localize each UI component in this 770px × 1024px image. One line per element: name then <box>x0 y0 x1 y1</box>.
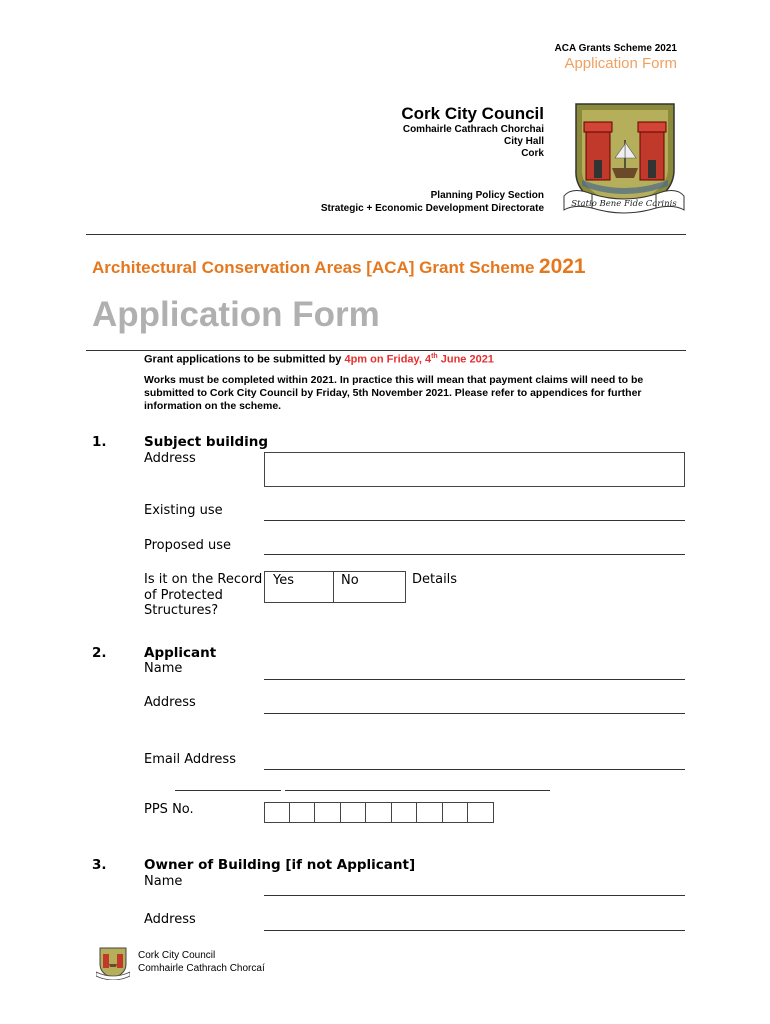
council-name: Cork City Council <box>401 104 544 123</box>
pps-cell[interactable] <box>264 802 290 823</box>
rps-label-line1: Is it on the Record <box>144 572 263 587</box>
rps-label-line3: Structures? <box>144 603 219 618</box>
pps-cell[interactable] <box>290 802 316 823</box>
title-divider <box>86 350 686 351</box>
owner-address-label: Address <box>144 912 196 927</box>
section3-heading: Owner of Building [if not Applicant] <box>144 857 416 873</box>
scheme-title <box>92 255 586 279</box>
applicant-address-label: Address <box>144 695 196 710</box>
owner-name-label: Name <box>144 874 183 889</box>
rps-no-box[interactable] <box>333 571 406 603</box>
deadline-suffix: June 2021 <box>437 353 494 366</box>
cork-crest-logo <box>562 100 686 222</box>
rps-label-line2: of Protected <box>144 587 223 603</box>
council-directorate: Strategic + Economic Development Directorate <box>320 203 544 214</box>
deadline-sup: th <box>431 353 438 360</box>
rps-yes-box[interactable] <box>264 571 334 603</box>
extra-line-1[interactable] <box>175 790 281 791</box>
rps-no-label: No <box>341 573 359 588</box>
pps-cell[interactable] <box>468 802 494 823</box>
section1-address-label: Address <box>144 451 196 466</box>
applicant-address-field[interactable] <box>264 713 685 714</box>
header-divider <box>86 234 686 235</box>
section1-heading: Subject building <box>144 434 269 450</box>
pps-cell[interactable] <box>443 802 469 823</box>
scheme-title-text: Architectural Conservation Areas [ACA] Grant Scheme <box>92 258 535 277</box>
council-section: Planning Policy Section <box>430 190 544 201</box>
pps-cell[interactable] <box>392 802 418 823</box>
owner-address-field[interactable] <box>264 930 685 931</box>
council-address-line2: Cork <box>521 148 544 159</box>
scheme-title-year: 2021 <box>538 255 586 278</box>
applicant-email-label: Email Address <box>144 752 236 767</box>
applicant-name-field[interactable] <box>264 679 685 680</box>
section1-address-field[interactable] <box>264 452 685 487</box>
deadline-text <box>144 353 684 366</box>
works-text <box>144 374 674 413</box>
works-body: In practice this will mean that payment claims will need to be submitted to Cork City Council by Friday, 5th November 2021. Please refer to appendices for further information on the scheme. <box>144 374 644 412</box>
owner-name-field[interactable] <box>264 895 685 896</box>
existing-use-label: Existing use <box>144 503 223 518</box>
pps-label: PPS No. <box>144 802 194 817</box>
proposed-use-field[interactable] <box>264 554 685 555</box>
deadline-prefix: Grant applications to be submitted by <box>144 353 345 366</box>
pps-cell[interactable] <box>315 802 341 823</box>
rps-details-label: Details <box>412 572 458 587</box>
section2-heading: Applicant <box>144 645 217 661</box>
extra-line-2[interactable] <box>285 790 550 791</box>
council-address-line1: City Hall <box>503 136 544 147</box>
footer-crest-logo <box>96 946 130 980</box>
footer-line2: Comhairle Cathrach Chorcaí <box>138 963 265 974</box>
works-bold: Works must be completed within 2021. <box>144 374 337 386</box>
rps-label <box>144 572 262 619</box>
crest-motto: Statio Bene Fide Carinis <box>571 199 677 209</box>
footer-line1: Cork City Council <box>138 950 216 961</box>
existing-use-field[interactable] <box>264 520 685 521</box>
applicant-email-field[interactable] <box>264 769 685 770</box>
council-irish-name: Comhairle Cathrach Chorchai <box>402 124 544 135</box>
deadline-time: 4pm on Friday, 4 <box>344 353 432 366</box>
footer-text <box>138 949 265 975</box>
pps-cell[interactable] <box>417 802 443 823</box>
applicant-name-label: Name <box>144 661 183 676</box>
section3-number: 3. <box>92 857 107 873</box>
pps-cell[interactable] <box>366 802 392 823</box>
pps-field[interactable] <box>264 802 494 823</box>
section2-number: 2. <box>92 645 107 661</box>
proposed-use-label: Proposed use <box>144 538 231 553</box>
scheme-label: ACA Grants Scheme 2021 <box>554 43 677 54</box>
form-label: Application Form <box>564 55 677 72</box>
rps-yes-label: Yes <box>273 573 294 588</box>
form-title: Application Form <box>92 295 380 334</box>
pps-cell[interactable] <box>341 802 367 823</box>
section1-number: 1. <box>92 434 107 450</box>
